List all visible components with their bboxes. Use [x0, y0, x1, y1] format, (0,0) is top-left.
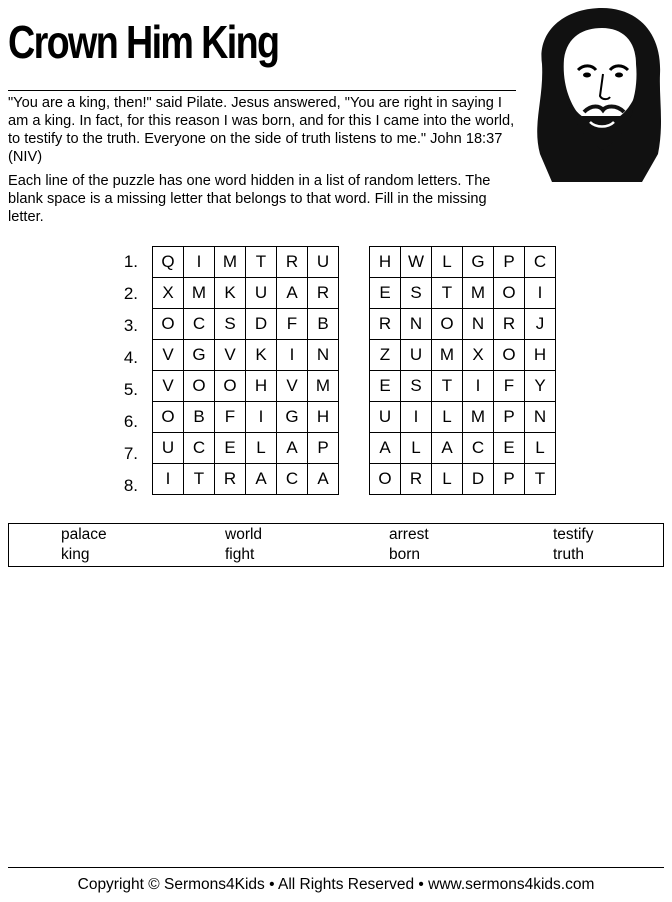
letter-cell: O	[153, 402, 184, 433]
letter-cell: M	[432, 340, 463, 371]
letter-cell: I	[184, 247, 215, 278]
letter-cell: L	[432, 402, 463, 433]
puzzle-row	[153, 340, 556, 371]
letter-cell: C	[184, 433, 215, 464]
letter-cell: A	[370, 433, 401, 464]
letter-cell: T	[525, 464, 556, 495]
copyright-footer: Copyright © Sermons4Kids • All Rights Reserved • www.sermons4kids.com	[77, 876, 595, 893]
letter-cell: E	[370, 371, 401, 402]
letter-cell: H	[308, 402, 339, 433]
letter-cell: R	[277, 247, 308, 278]
word-bank-word: fight	[225, 546, 255, 563]
letter-cell: G	[463, 247, 494, 278]
letter-cell: N	[525, 402, 556, 433]
letter-cell: M	[215, 247, 246, 278]
letter-cell: C	[277, 464, 308, 495]
letter-cell: V	[153, 371, 184, 402]
letter-cell: Y	[525, 371, 556, 402]
letter-cell: R	[494, 309, 525, 340]
letter-cell: C	[463, 433, 494, 464]
letter-cell: A	[277, 433, 308, 464]
blank-cell[interactable]	[339, 402, 370, 433]
letter-cell: O	[494, 340, 525, 371]
letter-cell: O	[494, 278, 525, 309]
word-bank	[8, 523, 664, 567]
letter-cell: J	[525, 309, 556, 340]
letter-cell: R	[370, 309, 401, 340]
letter-cell: L	[432, 247, 463, 278]
letter-cell: H	[525, 340, 556, 371]
letter-cell: F	[494, 371, 525, 402]
row-number: 5.	[123, 380, 138, 399]
letter-cell: T	[432, 278, 463, 309]
letter-cell: G	[184, 340, 215, 371]
word-bank-word: truth	[553, 546, 585, 563]
letter-cell: F	[215, 402, 246, 433]
letter-cell: E	[370, 278, 401, 309]
letter-cell: L	[401, 433, 432, 464]
page-title: Crown Him King	[8, 16, 279, 68]
letter-cell: E	[494, 433, 525, 464]
letter-cell: K	[215, 278, 246, 309]
letter-cell: D	[246, 309, 277, 340]
letter-cell: D	[463, 464, 494, 495]
letter-cell: I	[277, 340, 308, 371]
word-bank-word: world	[225, 526, 263, 543]
letter-cell: E	[215, 433, 246, 464]
letter-cell: I	[463, 371, 494, 402]
letter-cell: C	[184, 309, 215, 340]
blank-cell[interactable]	[339, 371, 370, 402]
word-bank-word: king	[61, 546, 90, 563]
word-bank-word: testify	[553, 526, 594, 543]
row-number: 6.	[123, 412, 138, 431]
letter-cell: M	[463, 278, 494, 309]
letter-cell: M	[308, 371, 339, 402]
letter-cell: T	[184, 464, 215, 495]
letter-cell: T	[246, 247, 277, 278]
letter-cell: F	[277, 309, 308, 340]
letter-cell: W	[401, 247, 432, 278]
letter-cell: S	[401, 371, 432, 402]
footer-divider	[8, 867, 664, 868]
letter-cell: V	[153, 340, 184, 371]
blank-cell[interactable]	[339, 278, 370, 309]
letter-cell: M	[463, 402, 494, 433]
letter-cell: L	[246, 433, 277, 464]
letter-cell: I	[401, 402, 432, 433]
letter-cell: A	[432, 433, 463, 464]
letter-cell: S	[401, 278, 432, 309]
letter-cell: U	[401, 340, 432, 371]
puzzle-row	[153, 433, 556, 464]
letter-cell: R	[215, 464, 246, 495]
letter-cell: Q	[153, 247, 184, 278]
letter-puzzle	[0, 246, 672, 506]
letter-cell: H	[370, 247, 401, 278]
puzzle-grid	[152, 246, 556, 495]
letter-cell: O	[184, 371, 215, 402]
row-number: 1.	[123, 252, 138, 271]
letter-cell: O	[215, 371, 246, 402]
letter-cell: N	[308, 340, 339, 371]
letter-cell: I	[525, 278, 556, 309]
letter-cell: C	[525, 247, 556, 278]
letter-cell: R	[308, 278, 339, 309]
puzzle-row	[153, 278, 556, 309]
row-number: 8.	[123, 476, 138, 495]
row-number: 4.	[123, 348, 138, 367]
letter-cell: H	[246, 371, 277, 402]
letter-cell: A	[246, 464, 277, 495]
letter-cell: B	[308, 309, 339, 340]
letter-cell: I	[153, 464, 184, 495]
jesus-portrait-illustration	[522, 4, 668, 182]
letter-cell: P	[494, 402, 525, 433]
blank-cell[interactable]	[339, 340, 370, 371]
letter-cell: L	[432, 464, 463, 495]
letter-cell: Z	[370, 340, 401, 371]
title-divider	[8, 90, 516, 91]
letter-cell: K	[246, 340, 277, 371]
letter-cell: L	[525, 433, 556, 464]
letter-cell: O	[370, 464, 401, 495]
letter-cell: G	[277, 402, 308, 433]
word-bank-word: palace	[61, 526, 107, 543]
letter-cell: X	[153, 278, 184, 309]
blank-cell[interactable]	[339, 433, 370, 464]
letter-cell: N	[463, 309, 494, 340]
letter-cell: O	[153, 309, 184, 340]
puzzle-row	[153, 247, 556, 278]
row-number: 2.	[123, 284, 138, 303]
word-bank-word: born	[389, 546, 421, 563]
letter-cell: A	[277, 278, 308, 309]
letter-cell: U	[308, 247, 339, 278]
letter-cell: B	[184, 402, 215, 433]
letter-cell: P	[494, 464, 525, 495]
letter-cell: S	[215, 309, 246, 340]
letter-cell: X	[463, 340, 494, 371]
letter-cell: V	[215, 340, 246, 371]
row-number: 3.	[123, 316, 138, 335]
letter-cell: A	[308, 464, 339, 495]
blank-cell[interactable]	[339, 247, 370, 278]
blank-cell[interactable]	[339, 309, 370, 340]
letter-cell: O	[432, 309, 463, 340]
puzzle-instructions: Each line of the puzzle has one word hidden in a list of random letters. The blank space is a missing letter that belongs to that word. Fill in the missing letter.	[8, 173, 491, 225]
blank-cell[interactable]	[339, 464, 370, 495]
letter-cell: R	[401, 464, 432, 495]
letter-cell: U	[153, 433, 184, 464]
puzzle-row	[153, 371, 556, 402]
letter-cell: M	[184, 278, 215, 309]
letter-cell: P	[308, 433, 339, 464]
scripture-quote: "You are a king, then!" said Pilate. Jesus answered, "You are right in saying I am a king. In fact, for this reason I was born, and for this I came into the world, to testify to the truth. Everyone on the side of truth listens to me." John 18:37 (NIV)	[8, 95, 515, 165]
letter-cell: I	[246, 402, 277, 433]
letter-cell: P	[494, 247, 525, 278]
letter-cell: T	[432, 371, 463, 402]
row-number: 7.	[123, 444, 138, 463]
letter-cell: N	[401, 309, 432, 340]
word-bank-word: arrest	[389, 526, 429, 543]
puzzle-row	[153, 309, 556, 340]
letter-cell: U	[370, 402, 401, 433]
puzzle-row	[153, 402, 556, 433]
puzzle-row	[153, 464, 556, 495]
letter-cell: U	[246, 278, 277, 309]
letter-cell: V	[277, 371, 308, 402]
